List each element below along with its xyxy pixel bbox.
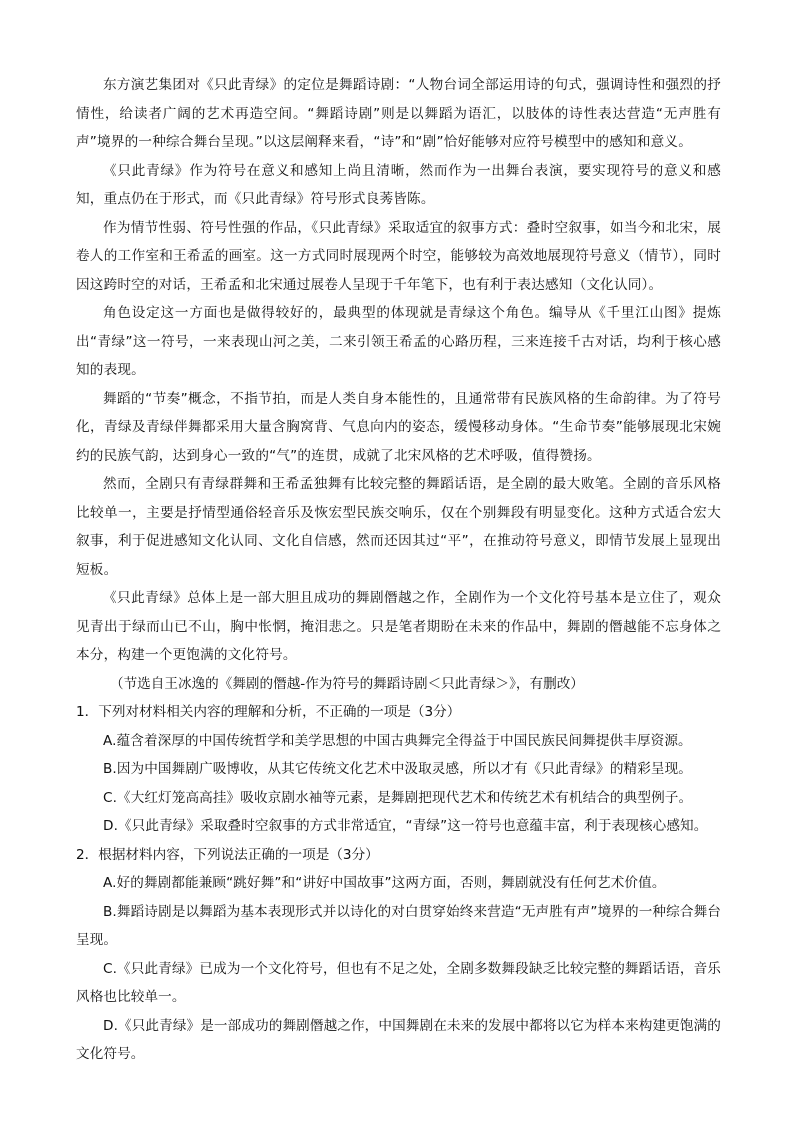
article-paragraph-7: 《只此青绿》总体上是一部大胆且成功的舞剧僭越之作，全剧作为一个文化符号基本是立住了，观众见青出于绿而山已不山，胸中怅惘，掩泪悲之。只是笔者期盼在未来的作品中，舞剧的僭越能不忘身体之本分，构建一个更饱满的文化符号。 [76,590,721,663]
question-2-option-c: C.《只此青绿》已成为一个文化符号，但也有不足之处，全剧多数舞段缺乏比较完整的舞蹈话语，音乐风格也比较单一。 [76,960,721,1005]
document-page [76,71,721,1069]
article-paragraph-3: 作为情节性弱、符号性强的作品，《只此青绿》采取适宜的叙事方式：叠时空叙事，如当今和北宋，展卷人的工作室和王希孟的画室。这一方式同时展现两个时空，能够较为高效地展现符号意义（情节），同时因这跨时空的对话，王希孟和北宋通过展卷人呈现于千年笔下，也有利于表达感知（文化认同）。 [76,219,721,293]
question-2 [76,841,721,1069]
article-paragraph-6: 然而，全剧只有青绿群舞和王希孟独舞有比较完整的舞蹈话语，是全剧的最大败笔。全剧的音乐风格比较单一，主要是抒情型通俗轻音乐及恢宏型民族交响乐，仅在个别舞段有明显变化。这种方式适合宏大叙事，利于促进感知文化认同、文化自信感，然而还因其过“平”，在推动符号意义，即情节发展上显现出短板。 [76,476,721,578]
question-2-stem: 2．根据材料内容，下列说法正确的一项是（3分） [76,846,379,863]
question-2-option-d: D.《只此青绿》是一部成功的舞剧僭越之作，中国舞剧在未来的发展中都将以它为样本来构建更饱满的文化符号。 [76,1017,721,1062]
question-1 [76,698,721,841]
article-paragraph-1: 东方演艺集团对《只此青绿》的定位是舞蹈诗剧：“人物台词全部运用诗的句式，强调诗性和强烈的抒情性，给读者广阔的艺术再造空间。“舞蹈诗剧”则是以舞蹈为语汇，以肢体的诗性表达营造“无声胜有声”境界的一种综合舞台呈现。”以这层阐释来看，“诗”和“剧”恰好能够对应符号模型中的感知和意义。 [76,77,721,150]
article-source-note: （节选自王冰逸的《舞剧的僭越-作为符号的舞蹈诗剧＜只此青绿＞》，有删改） [110,675,584,692]
question-1-option-a: A.蕴含着深厚的中国传统哲学和美学思想的中国古典舞完全得益于中国民族民间舞提供丰厚资源。 [103,732,692,749]
question-2-option-a: A.好的舞剧都能兼顾“跳好舞”和“讲好中国故事”这两方面，否则，舞剧就没有任何艺术价值。 [103,875,666,891]
question-2-option-b: B.舞蹈诗剧是以舞蹈为基本表现形式并以诗化的对白贯穿始终来营造“无声胜有声”境界的一种综合舞台呈现。 [76,903,721,948]
article-paragraph-5: 舞蹈的“节奏”概念，不指节拍，而是人类自身本能性的，且通常带有民族风格的生命韵律。为了符号化，青绿及青绿伴舞都采用大量含胸窝背、气息向内的姿态，缓慢移动身体。“生命节奏”能够展现北宋婉约的民族气韵，达到身心一致的“气”的连贯，成就了北宋风格的艺术呼吸，值得赞扬。 [76,390,721,464]
question-1-option-b: B.因为中国舞剧广吸博收，从其它传统文化艺术中汲取灵感，所以才有《只此青绿》的精彩呈现。 [103,761,692,777]
question-1-option-d: D.《只此青绿》采取叠时空叙事的方式非常适宜，“青绿”这一符号也意蕴丰富，利于表现核心感知。 [103,818,708,834]
question-1-option-c: C.《大红灯笼高高挂》吸收京剧水袖等元素，是舞剧把现代艺术和传统艺术有机结合的典型例子。 [103,789,693,806]
question-1-stem: 1．下列对材料相关内容的理解和分析，不正确的一项是（3分） [76,704,461,720]
article-paragraph-2: 《只此青绿》作为符号在意义和感知上尚且清晰，然而作为一出舞台表演，要实现符号的意义和感知，重点仍在于形式，而《只此青绿》符号形式良莠皆陈。 [76,162,721,207]
article-paragraph-4: 角色设定这一方面也是做得较好的，最典型的体现就是青绿这个角色。编导从《千里江山图》提炼出“青绿”这一符号，一来表现山河之美，二来引领王希孟的心路历程，三来连接千古对话，均利于核心感知的表现。 [76,305,721,378]
